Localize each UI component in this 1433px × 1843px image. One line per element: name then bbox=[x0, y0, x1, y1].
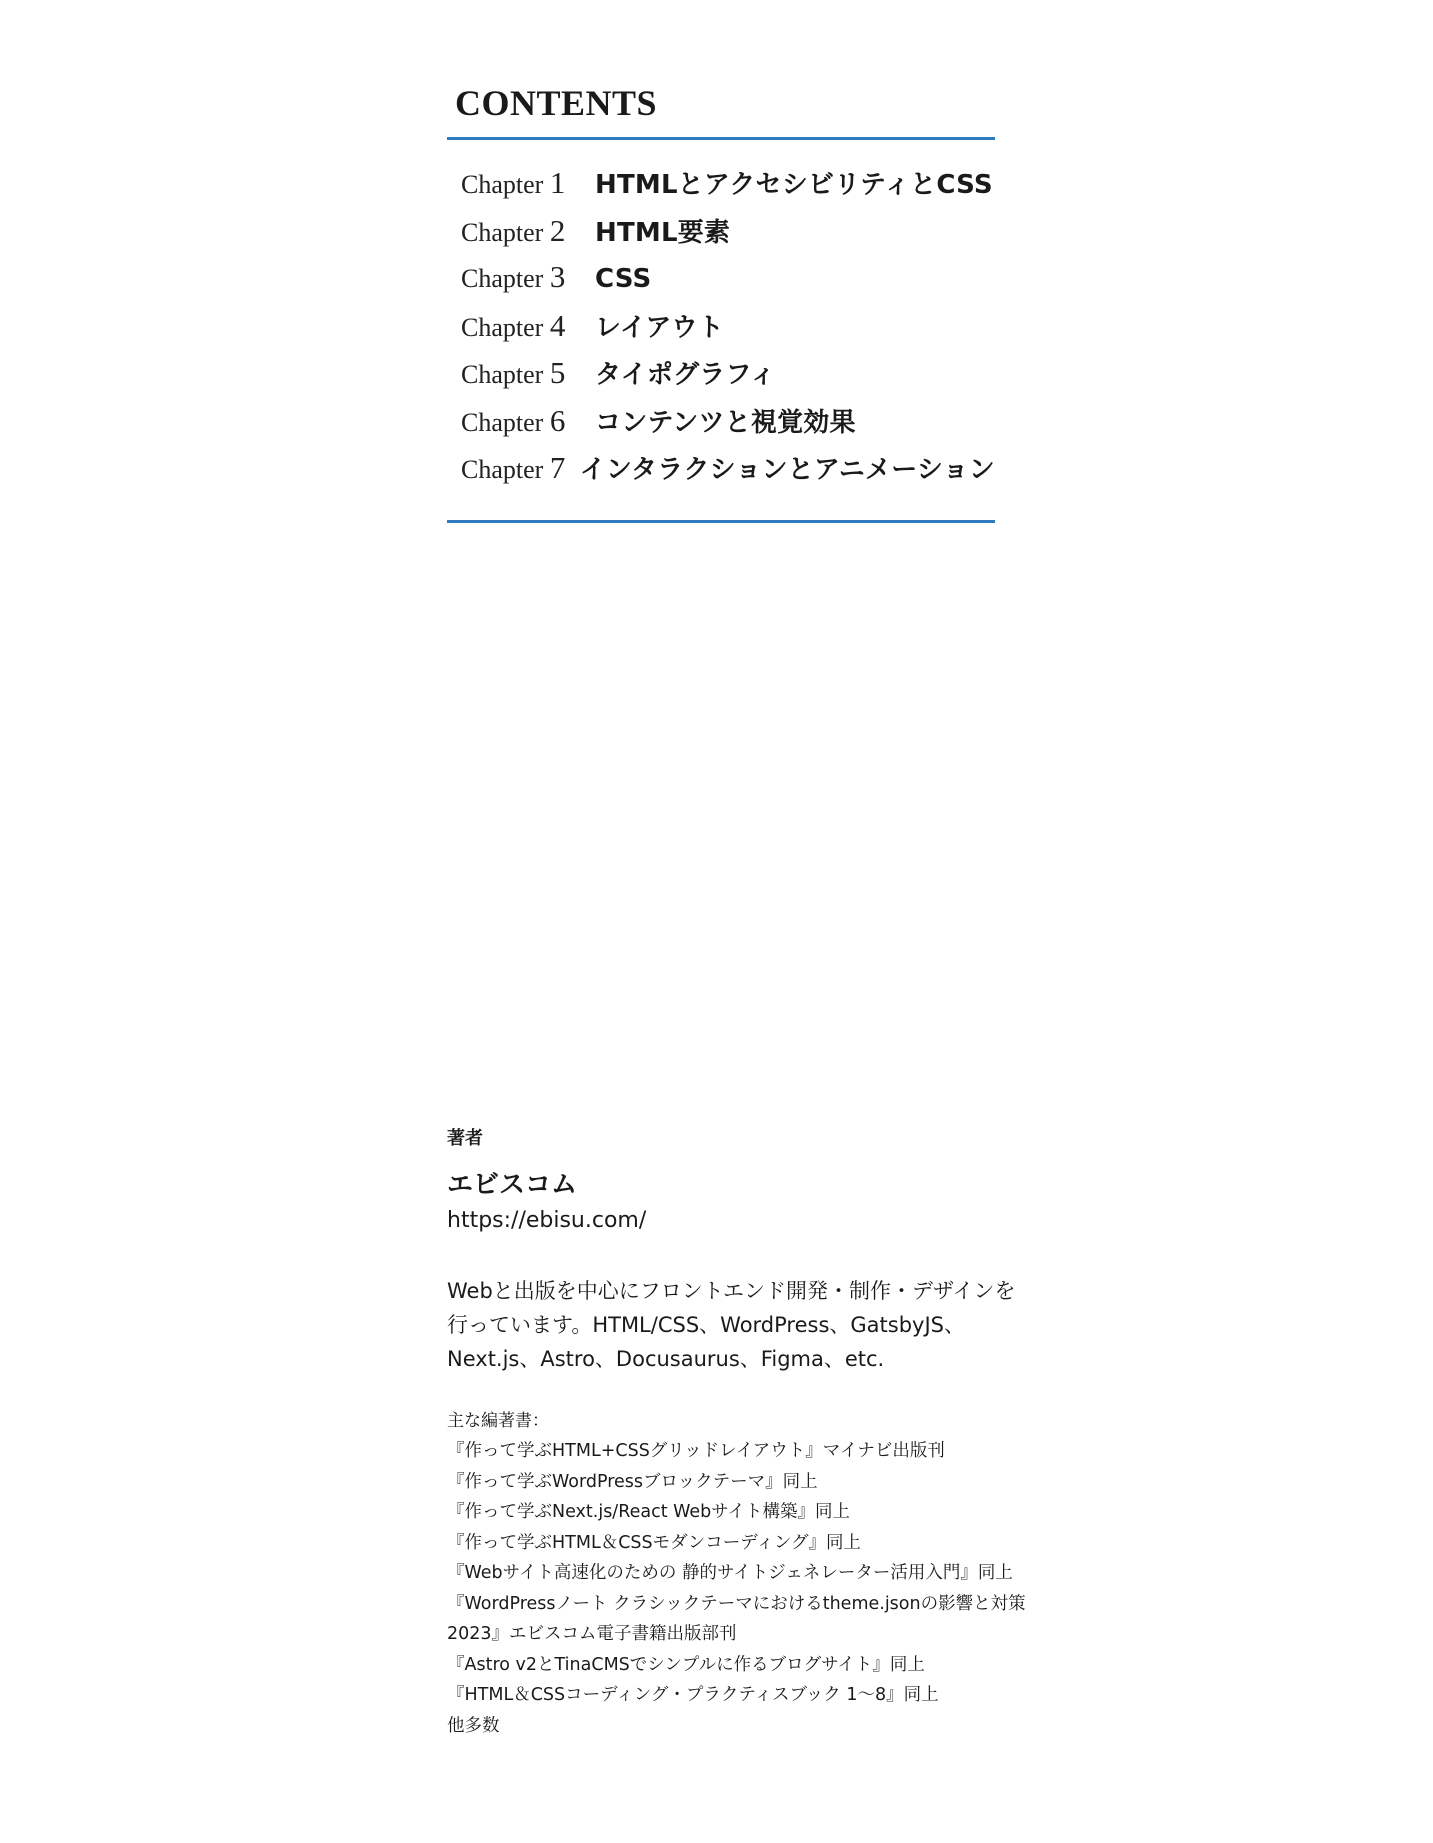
author-bio: Webと出版を中心にフロントエンド開発・制作・デザインを行っています。HTML/CSS、WordPress、GatsbyJS、Next.js、Astro、Docusaurus、Figma、etc. bbox=[447, 1279, 1016, 1371]
chapter-title: レイアウト bbox=[595, 312, 724, 343]
chapter-row-1 bbox=[447, 164, 995, 212]
author-name: エビスコム bbox=[447, 1170, 578, 1200]
chapter-title: インタラクションとアニメーション bbox=[579, 455, 995, 485]
list-item: 『HTML＆CSSコーディング・プラクティスブック 1〜8』同上 bbox=[447, 1685, 939, 1705]
chapter-label: Chapter 5 bbox=[461, 355, 566, 390]
works-list bbox=[447, 1436, 1027, 1741]
author-section bbox=[447, 1126, 1027, 1741]
chapter-label: Chapter 6 bbox=[461, 402, 566, 438]
chapter-list bbox=[447, 140, 995, 520]
list-item: 『作って学ぶHTML+CSSグリッドレイアウト』マイナビ出版刊 bbox=[447, 1441, 945, 1461]
chapter-row-6 bbox=[447, 402, 995, 450]
chapter-label: Chapter 3 bbox=[461, 259, 566, 294]
author-heading: 著者 bbox=[447, 1128, 483, 1149]
author-url: https://ebisu.com/ bbox=[447, 1208, 647, 1233]
list-item: 『WordPressノート クラシックテーマにおけるtheme.jsonの影響と対策2023』エビスコム電子書籍出版部刊 bbox=[447, 1593, 1026, 1644]
chapter-row-2 bbox=[447, 212, 995, 260]
works-heading: 主な編著書： bbox=[447, 1411, 549, 1431]
chapter-row-4 bbox=[447, 307, 995, 355]
contents-section bbox=[447, 78, 995, 523]
chapter-label: Chapter 1 bbox=[461, 165, 566, 200]
chapter-title: タイポグラフィ bbox=[595, 360, 776, 390]
chapter-title: コンテンツと視覚効果 bbox=[595, 407, 856, 438]
chapter-row-3 bbox=[447, 259, 995, 307]
list-item: 『作って学ぶWordPressブロックテーマ』同上 bbox=[447, 1471, 818, 1492]
chapter-title: CSS bbox=[595, 264, 652, 294]
list-item: 他多数 bbox=[447, 1715, 500, 1736]
chapter-row-5 bbox=[447, 354, 995, 402]
list-item: 『Webサイト高速化のための 静的サイトジェネレーター活用入門』同上 bbox=[447, 1563, 1013, 1583]
list-item: 『作って学ぶNext.js/React Webサイト構築』同上 bbox=[447, 1502, 851, 1522]
list-item: 『Astro v2とTinaCMSでシンプルに作るブログサイト』同上 bbox=[447, 1654, 925, 1675]
contents-bottom-rule bbox=[447, 520, 995, 523]
chapter-row-7 bbox=[447, 449, 995, 497]
chapter-title: HTMLとアクセシビリティとCSS bbox=[595, 170, 993, 200]
list-item: 『作って学ぶHTML＆CSSモダンコーディング』同上 bbox=[447, 1532, 862, 1553]
chapter-label: Chapter 2 bbox=[461, 212, 566, 248]
contents-title: CONTENTS bbox=[455, 83, 658, 123]
chapter-title: HTML要素 bbox=[595, 217, 731, 248]
chapter-label: Chapter 4 bbox=[461, 307, 566, 343]
chapter-label: Chapter 7 bbox=[461, 450, 566, 485]
